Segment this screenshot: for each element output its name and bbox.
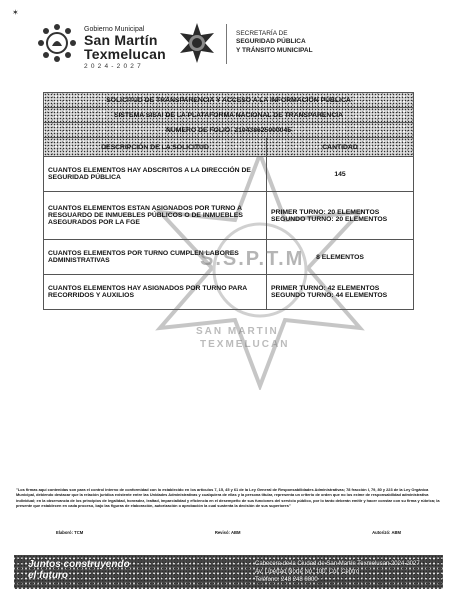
column-header-description: DESCRIPCIÓN DE LA SOLICITUD xyxy=(44,138,267,157)
row-answer xyxy=(267,275,414,310)
address-line1: Cabecera de la Ciudad de San Martín Texmelucan 2024-2027 xyxy=(255,561,420,567)
autorizo-label: Autorizó: ABM xyxy=(372,530,401,535)
column-header-quantity: CANTIDAD xyxy=(267,138,414,157)
letterhead xyxy=(0,0,457,80)
row-question: CUANTOS ELEMENTOS HAY ADSCRITOS A LA DIRECCIÓN DE SEGURIDAD PÚBLICA xyxy=(44,157,267,192)
table-row xyxy=(44,275,414,310)
table-title-row xyxy=(44,93,414,108)
municipality-name-line1: San Martín xyxy=(84,32,158,48)
system-name: SISTEMA SISAI DE LA PLATAFORMA NACIONAL DE TRANSPARENCIA xyxy=(44,108,414,123)
slogan xyxy=(28,560,130,581)
watermark-text-line3: TEXMELUCAN xyxy=(200,339,290,350)
table-system-row xyxy=(44,108,414,123)
header-divider xyxy=(226,24,227,64)
secretaria-line2: SEGURIDAD PÚBLICA xyxy=(236,38,306,46)
legal-footnote: "Los firmas aquí contenidas son para el control interno de conformidad con lo establecido en los artículos 7, 15, 45 y 61 de la Ley General de Responsabilidades Administrativas; 78 fracción I, 79, 80 y 223 de la Ley Orgánica Municipal, debiendo destacar que la relación jurídica existente entre las Unidades Administrativas y cualquiera de ellas y la persona titular, representa un criterio de orden que no los exime de responsabilidad administrativa individual; en la observancia de los principios de legalidad, honradez, lealtad, imparcialidad y eficiencia en el desempeño de sus funciones del servicio público, por lo tanto deberán emitir y hacer constar con su firma y rúbrica; la presente que establecen en cada proceso, bajo las figuras de elaboración, autorización o aprobación la cual sustenta la decisión de sus superiores" xyxy=(16,487,440,508)
answer-line2: SEGUNDO TURNO: 20 ELEMENTOS xyxy=(271,215,388,223)
slogan-line2: el futuro xyxy=(28,569,68,581)
request-title: SOLICITUD DE TRANSPARENCIA Y ACCESO A LA INFORMACIÓN PÚBLICA xyxy=(44,93,414,108)
table-row xyxy=(44,157,414,192)
request-table xyxy=(43,92,414,310)
row-answer xyxy=(267,157,414,192)
answer-line1: PRIMER TURNO: 42 ELEMENTOS xyxy=(271,285,380,292)
scan-mark: ✶ xyxy=(12,8,19,17)
municipality-small-label: Gobierno Municipal xyxy=(84,26,145,33)
answer-line1: 8 ELEMENTOS xyxy=(316,253,364,261)
slogan-line1: Juntos construyendo xyxy=(28,559,130,570)
signature-line xyxy=(16,530,441,535)
secretaria-line3: Y TRÁNSITO MUNICIPAL xyxy=(236,46,313,54)
police-badge-icon xyxy=(176,22,218,64)
municipality-name xyxy=(84,26,166,71)
answer-line2: SEGUNDO TURNO: 44 ELEMENTOS xyxy=(271,292,388,299)
row-question: CUANTOS ELEMENTOS HAY ASIGNADOS POR TURNO PARA RECORRIDOS Y AUXILIOS xyxy=(44,275,267,310)
answer-line1: 145 xyxy=(334,170,346,178)
footer-address xyxy=(255,561,420,584)
row-question: CUANTOS ELEMENTOS POR TURNO CUMPLEN LABORES ADMINISTRATIVAS xyxy=(44,240,267,275)
watermark-text: S.S.P.T.M xyxy=(200,248,305,270)
secretaria-name xyxy=(236,30,313,55)
address-line2: Av. Libertad Norte No. 100, Col. Centro xyxy=(255,568,360,575)
answer-line1: PRIMER TURNO: 20 ELEMENTOS xyxy=(271,208,380,216)
secretaria-line1: SECRETARÍA DE xyxy=(236,30,288,37)
table-folio-row xyxy=(44,123,414,138)
elaboro-label: Elaboró: TCM xyxy=(56,530,84,535)
row-answer xyxy=(267,192,414,240)
reviso-label: Revisó: ABM xyxy=(214,530,241,535)
address-line3: Teléfono: 248 248 0000 xyxy=(255,576,318,583)
municipality-name-line2: Texmelucan xyxy=(84,46,166,62)
administration-years: 2024-2027 xyxy=(84,63,144,70)
row-question: CUANTOS ELEMENTOS ESTAN ASIGNADOS POR TURNO A RESGUARDO DE INMUEBLES PÚBLICOS O DE INMUEBLES ASEGURADOS POR LA FGE xyxy=(44,192,267,240)
table-row xyxy=(44,192,414,240)
folio-number: NUMERO DE FOLIO: 210438625000045 xyxy=(44,123,414,138)
municipality-logo-icon xyxy=(36,22,78,64)
table-column-header xyxy=(44,138,414,157)
watermark-text-line2: SAN MARTIN xyxy=(196,326,279,337)
